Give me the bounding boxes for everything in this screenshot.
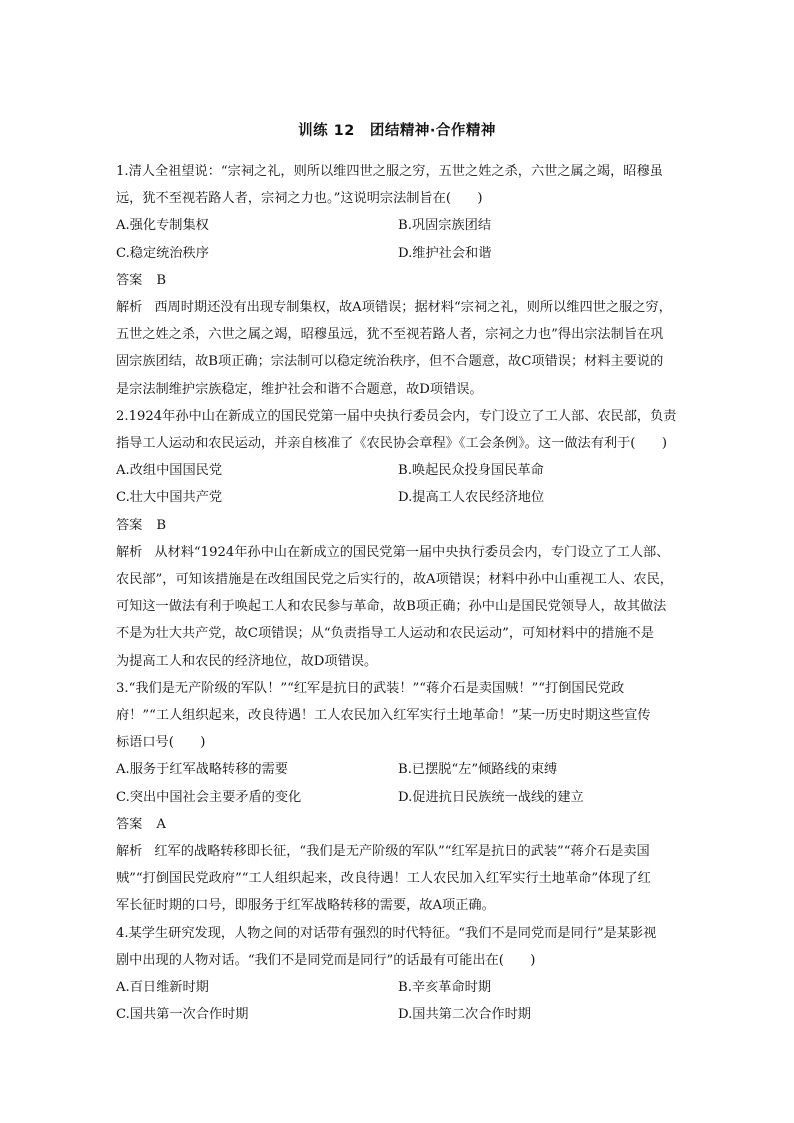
analysis-label: 解析 xyxy=(116,300,143,316)
analysis-text: 军长征时期的口号，即服务于红军战略转移的需要，故A项正确。 xyxy=(116,898,495,914)
question-stem: 指导工人运动和农民运动，并亲自核准了《农民协会章程》《工会条例》。这一做法有利于( ) xyxy=(116,436,667,452)
answer-line xyxy=(116,512,696,539)
answer-label: 答案 xyxy=(116,517,143,533)
analysis-label: 解析 xyxy=(116,844,143,860)
analysis-text: 五世之姓之杀，六世之属之竭，昭穆虽远，犹不至视若路人者，宗祠之力也”得出宗法制旨在巩 xyxy=(116,327,664,343)
analysis-text: 可知这一做法有利于唤起工人和农民参与革命，故B项正确；孙中山是国民党领导人，故其做法 xyxy=(116,599,667,615)
question-stem: 标语口号( ) xyxy=(116,735,206,751)
options-row xyxy=(116,484,696,511)
question-3 xyxy=(116,675,696,920)
analysis-text: 为提高工人和农民的经济地位，故D项错误。 xyxy=(116,653,378,669)
option-d: D.维护社会和谐 xyxy=(398,245,492,261)
analysis-line xyxy=(116,838,696,865)
question-2 xyxy=(116,403,696,675)
option-b: B.唤起民众投身国民革命 xyxy=(398,463,544,479)
analysis-text: 不是为壮大共产党，故C项错误；从“负责指导工人运动和农民运动”，可知材料中的措施不是 xyxy=(116,626,654,642)
analysis-text: 是宗法制维护宗族稳定，维护社会和谐不合题意，故D项错误。 xyxy=(116,381,483,397)
question-stem: 2.1924年孙中山在新成立的国民党第一届中央执行委员会内，专门设立了工人部、农民部，负责 xyxy=(116,408,677,424)
question-list xyxy=(116,158,696,1029)
option-a: A.改组中国国民党 xyxy=(116,463,223,479)
answer-value: B xyxy=(156,272,167,288)
question-stem: 远，犹不至视若路人者，宗祠之力也。”这说明宗法制旨在( ) xyxy=(116,191,483,207)
option-d: D.国共第二次合作时期 xyxy=(398,1007,531,1023)
answer-value: B xyxy=(156,517,167,533)
analysis-text: 贼”“打倒国民党政府”“工人组织起来，改良待遇！工人农民加入红军实行土地革命”体现了红 xyxy=(116,871,651,887)
analysis-line xyxy=(116,294,696,321)
page-title: 训练 12 团结精神·合作精神 xyxy=(298,123,496,139)
options-row xyxy=(116,240,696,267)
option-b: B.辛亥革命时期 xyxy=(398,980,492,996)
answer-value: A xyxy=(156,816,166,832)
answer-line xyxy=(116,811,696,838)
option-d: D.促进抗日民族统一战线的建立 xyxy=(398,789,584,805)
question-stem: 府！”“工人组织起来，改良待遇！工人农民加入红军实行土地革命！”某一历史时期这些宣传 xyxy=(116,708,651,724)
option-c: C.突出中国社会主要矛盾的变化 xyxy=(116,789,302,805)
option-a: A.百日维新时期 xyxy=(116,980,209,996)
question-stem: 4.某学生研究发现，人物之间的对话带有强烈的时代特征。“我们不是同党而是同行”是某影视 xyxy=(116,925,657,941)
analysis-text: 红军的战略转移即长征，“我们是无产阶级的军队”“红军是抗日的武装”“蒋介石是卖国 xyxy=(154,844,650,860)
option-c: C.国共第一次合作时期 xyxy=(116,1007,249,1023)
option-d: D.提高工人农民经济地位 xyxy=(398,490,545,506)
analysis-text: 农民部”，可知该措施是在改组国民党之后实行的，故A项错误；材料中孙中山重视工人、农民， xyxy=(116,572,673,588)
options-row xyxy=(116,784,696,811)
analysis-label: 解析 xyxy=(116,544,143,560)
question-stem: 1.清人全祖望说：“宗祠之礼，则所以维四世之服之穷，五世之姓之杀，六世之属之竭，昭穆虽 xyxy=(116,164,663,179)
answer-label: 答案 xyxy=(116,816,143,832)
question-4 xyxy=(116,920,696,1029)
option-c: C.壮大中国共产党 xyxy=(116,490,223,506)
option-b: B.已摆脱“左”倾路线的束缚 xyxy=(398,762,558,778)
answer-label: 答案 xyxy=(116,272,143,288)
question-stem: 剧中出现的人物对话。“我们不是同党而是同行”的话最有可能出在( ) xyxy=(116,952,536,968)
answer-line xyxy=(116,267,696,294)
analysis-text: 固宗族团结，故B项正确；宗法制可以稳定统治秩序，但不合题意，故C项错误；材料主要说的 xyxy=(116,354,664,370)
options-row xyxy=(116,1001,696,1028)
options-row xyxy=(116,212,696,239)
analysis-line xyxy=(116,539,696,566)
question-stem: 3.“我们是无产阶级的军队！”“红军是抗日的武装！”“蒋介石是卖国贼！”“打倒国民党政 xyxy=(116,680,625,696)
option-a: A.强化专制集权 xyxy=(116,218,209,234)
options-row xyxy=(116,756,696,783)
analysis-text: 西周时期还没有出现专制集权，故A项错误；据材料“宗祠之礼，则所以维四世之服之穷， xyxy=(154,300,672,316)
options-row xyxy=(116,974,696,1001)
question-1 xyxy=(116,158,696,403)
option-c: C.稳定统治秩序 xyxy=(116,245,209,261)
options-row xyxy=(116,457,696,484)
analysis-text: 从材料“1924年孙中山在新成立的国民党第一届中央执行委员会内，专门设立了工人部、 xyxy=(154,544,670,560)
option-b: B.巩固宗族团结 xyxy=(398,218,492,234)
option-a: A.服务于红军战略转移的需要 xyxy=(116,762,288,778)
